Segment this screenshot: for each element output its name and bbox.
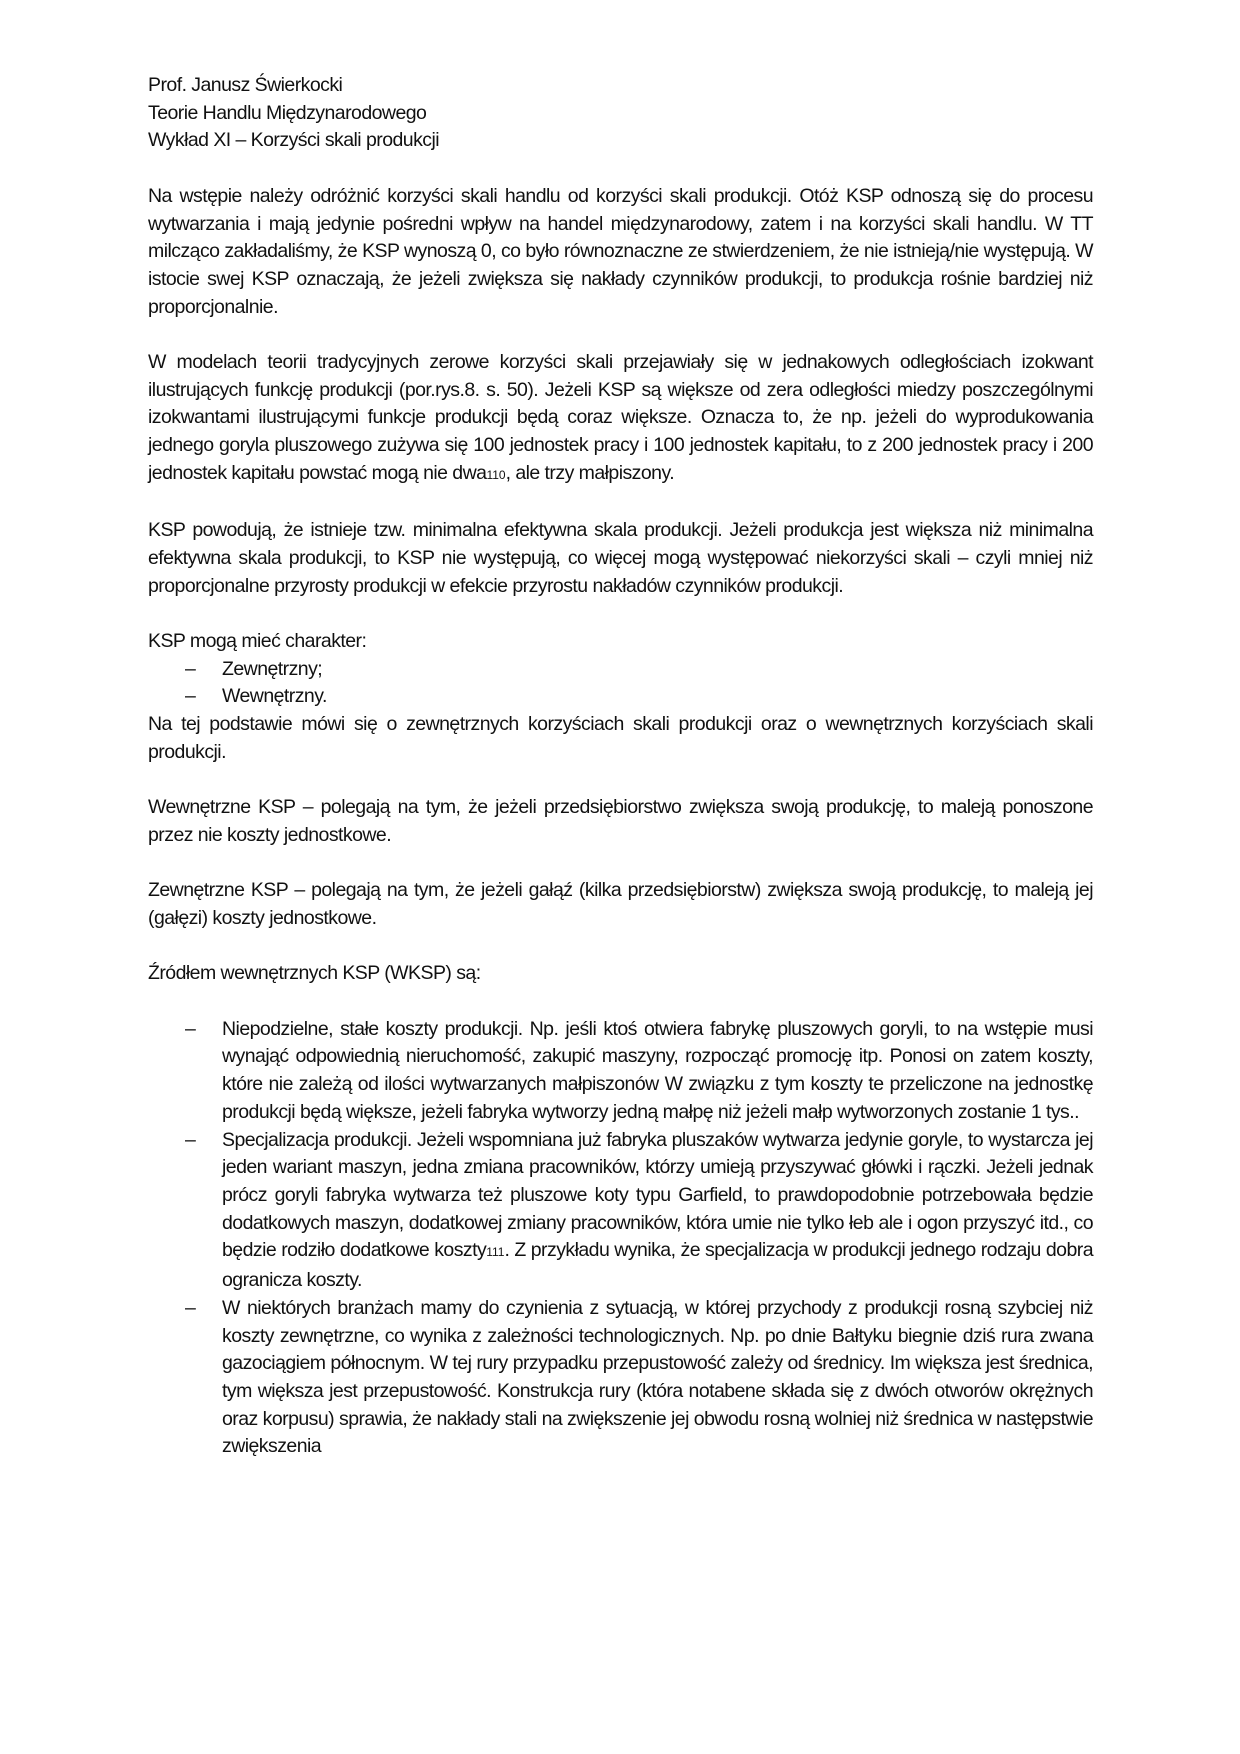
- paragraph-isoquants: [148, 349, 1093, 490]
- paragraph-external-ksp: Zewnętrzne KSP – polegają na tym, że jeżeli gałąź (kilka przedsiębiorstw) zwiększa swoją produkcję, to maleją jej (gałęzi) koszty jednostkowe.: [148, 879, 1093, 929]
- list-item-text: W niektórych branżach mamy do czynienia z sytuacją, w której przychody z produkcji rosną szybciej niż koszty zewnętrzne, co wynika z zależności technologicznych. Np. po dnie Bałtyku biegnie dziś rura zwana gazociągiem północnym. W tej rury przypadku przepustowość zależy od średnicy. Im większa jest średnica, tym większa jest przepustowość. Konstrukcja rury (która notabene składa się z dwóch otworów okrężnych oraz korpusu) sprawia, że nakłady stali na zwiększenie jej obwodu rosną wolniej niż średnica w następstwie zwiększenia: [222, 1296, 1093, 1458]
- document-header: [148, 72, 1093, 155]
- paragraph-sources-intro: Źródłem wewnętrznych KSP (WKSP) są:: [148, 962, 481, 985]
- document-page: [148, 72, 1093, 1461]
- paragraph-character-intro: KSP mogą mieć charakter:: [148, 630, 367, 652]
- footnote-ref: 111: [486, 1245, 505, 1260]
- list-item-text: Niepodzielne, stałe koszty produkcji. Np. jeśli ktoś otwiera fabrykę pluszowych goryli, to na wstępie musi wynająć odpowiednią nieruchomość, zakupić maszyny, rozpocząć promocję itp. Ponosi on zatem koszty, które nie zależą od ilości wytwarzanych małpiszonów W związku z tym koszty te przeliczone na jednostkę produkcji będą większe, jeżeli fabryka wytworzy jedną małpę niż jeżeli małp wytworzonych zostanie 1 tys..: [222, 1017, 1093, 1123]
- paragraph-basis: Na tej podstawie mówi się o zewnętrznych korzyściach skali produkcji oraz o wewnętrznych korzyściach skali produkcji.: [148, 713, 1093, 763]
- paragraph-text: , ale trzy małpiszony.: [505, 461, 675, 484]
- paragraph-intro: Na wstępie należy odróżnić korzyści skali handlu od korzyści skali produkcji. Otóż KSP odnoszą się do procesu wytwarzania i mają jedynie pośredni wpływ na handel międzynarodowy, zatem i na korzyści skali handlu. W TT milcząco zakładaliśmy, że KSP wynoszą 0, co było równoznaczne ze stwierdzeniem, że nie istnieją/nie występują. W istocie swej KSP oznaczają, że jeżeli zwiększa się nakłady czynników produkcji, to produkcja rośnie bardziej niż proporcjonalnie.: [148, 184, 1093, 318]
- paragraph-internal-ksp: Wewnętrzne KSP – polegają na tym, że jeżeli przedsiębiorstwo zwiększa swoją produkcję, to maleją ponoszone przez nie koszty jednostkowe.: [148, 796, 1093, 846]
- character-list: [148, 656, 1093, 711]
- lecture-title: Wykład XI – Korzyści skali produkcji: [148, 129, 440, 152]
- paragraph-min-efficient-scale: KSP powodują, że istnieje tzw. minimalna efektywna skala produkcji. Jeżeli produkcja jest większa niż minimalna efektywna skala produkcji, to KSP nie występują, co więcej mogą występować niekorzyści skali – czyli mniej niż proporcjonalne przyrosty produkcji w efekcie przyrostu nakładów czynników produkcji.: [148, 519, 1093, 597]
- course-title: Teorie Handlu Międzynarodowego: [148, 101, 427, 124]
- list-item-text: . Z przykładu wynika, że specjalizacja w produkcji jednego rodzaju dobra ogranicza koszty.: [222, 1239, 1093, 1292]
- paragraph-text: W modelach teorii tradycyjnych zerowe korzyści skali przejawiały się w jednakowych odległościach izokwant ilustrujących funkcję produkcji (por.rys.8. s. 50). Jeżeli KSP są większe od zera odległości miedzy poszczególnymi izokwantami ilustrującymi funkcje produkcji będą coraz większe. Oznacza to, że np. jeżeli do wyprodukowania jednego goryla pluszowego zużywa się 100 jednostek pracy i 100 jednostek kapitału, to z 200 jednostek pracy i 200 jednostek kapitału powstać mogą nie dwa: [148, 351, 1093, 484]
- list-item: [148, 1295, 1093, 1461]
- sources-list: [148, 1016, 1093, 1461]
- list-item-text: Zewnętrzny;: [222, 657, 323, 680]
- list-item: [148, 1127, 1093, 1295]
- list-item: [148, 1016, 1093, 1127]
- dash-bullet-icon: –: [185, 685, 196, 708]
- dash-bullet-icon: –: [185, 1128, 196, 1151]
- author-line: Prof. Janusz Świerkocki: [148, 74, 343, 96]
- footnote-ref: 110: [486, 467, 506, 482]
- list-item: [148, 683, 1093, 711]
- list-item-text: Wewnętrzny.: [222, 685, 327, 708]
- list-item-text: Specjalizacja produkcji. Jeżeli wspomniana już fabryka pluszaków wytwarza jedynie goryle, to wystarcza jej jeden wariant maszyn, jedna zmiana pracowników, którzy umieją przyszywać główki i rączki. Jeżeli jednak prócz goryli fabryka wytwarza też pluszowe koty typu Garfield, to prawdopodobnie potrzebowała będzie dodatkowych maszyn, dodatkowej zmiany pracowników, która umie nie tylko łeb ale i ogon przyszyć itd., co będzie rodziło dodatkowe koszty: [222, 1128, 1093, 1262]
- dash-bullet-icon: –: [185, 1296, 196, 1319]
- dash-bullet-icon: –: [185, 657, 196, 680]
- dash-bullet-icon: –: [185, 1017, 196, 1040]
- list-item: [148, 656, 1093, 684]
